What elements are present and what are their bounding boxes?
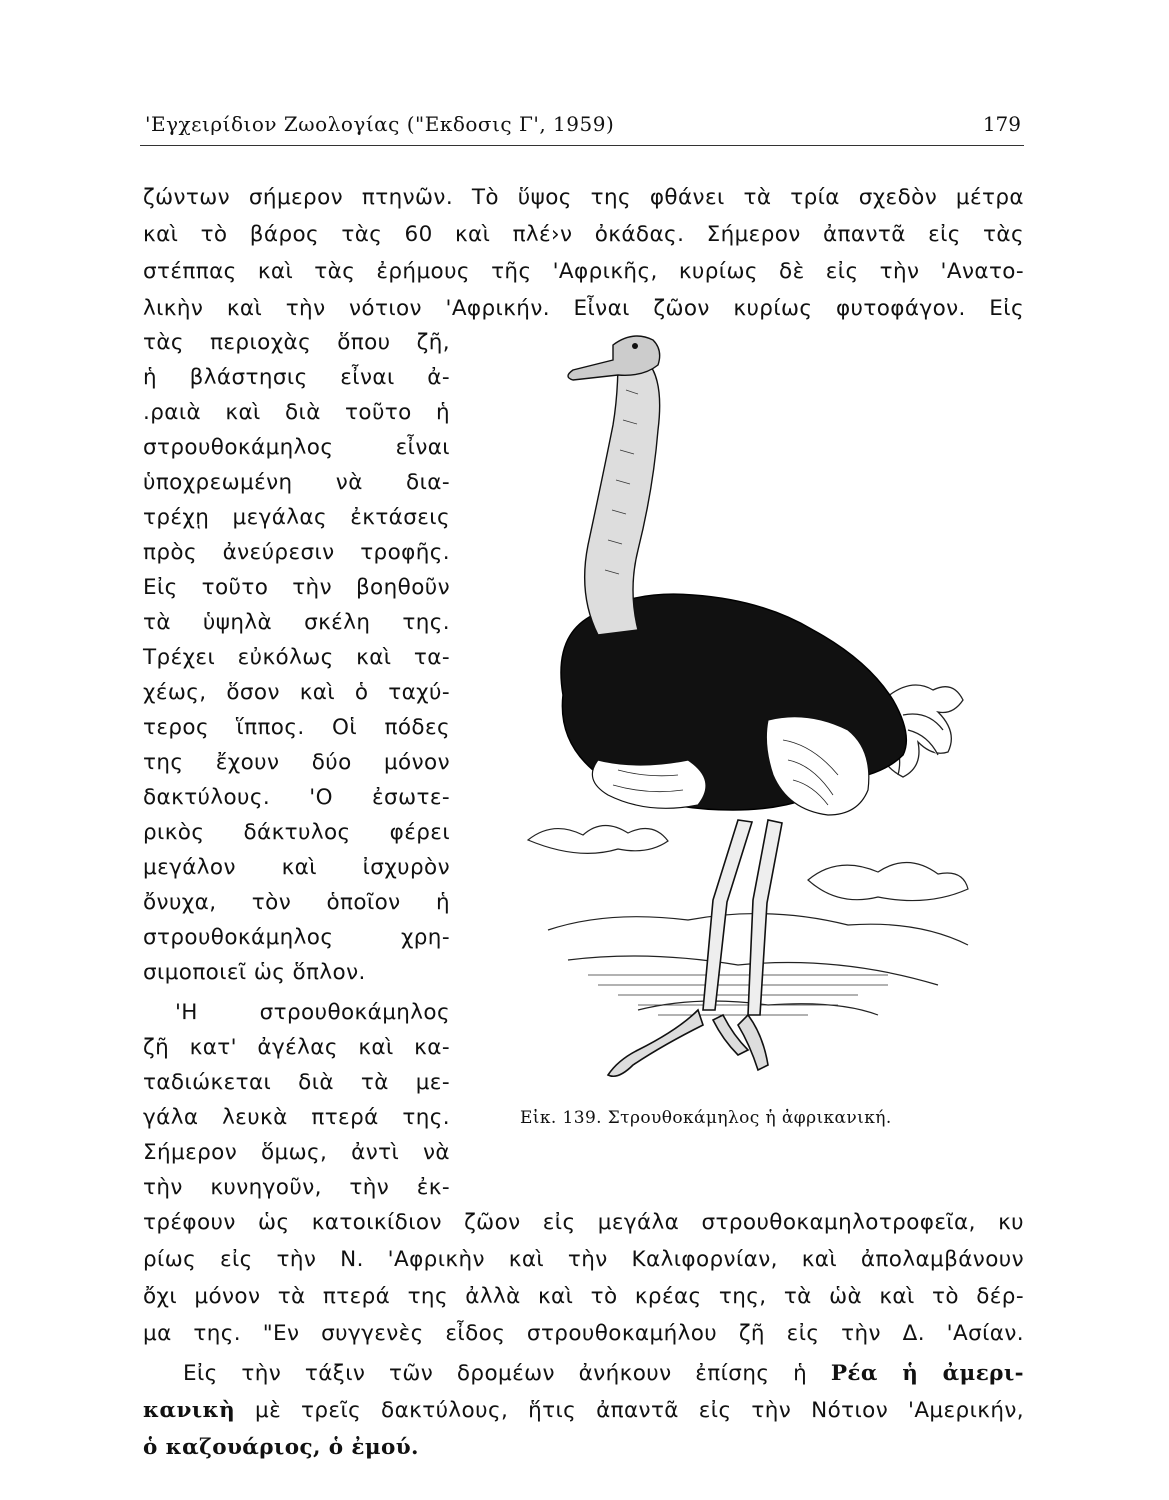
- text-line: της ἔχουν δύο μόνον: [143, 750, 450, 775]
- text-run: μὲ τρεῖς δακτύλους, ἥτις ἀπαντᾶ εἰς τὴν Νότιον 'Αμερικήν,: [235, 1398, 1024, 1423]
- ostrich-illustration: [508, 320, 1018, 1100]
- page-number: 179: [982, 112, 1021, 136]
- bold-term: ὁ καζουάριος, ὁ ἐμού.: [143, 1435, 419, 1460]
- running-header-title: 'Εγχειρίδιον Ζωολογίας ("Εκδοσις Γ', 1959): [145, 112, 615, 136]
- text-line: στρουθοκάμηλος εἶναι: [143, 435, 450, 460]
- text-line: 'Η στρουθοκάμηλος: [175, 1000, 450, 1025]
- text-line: ταδιώκεται διὰ τὰ με-: [143, 1070, 450, 1095]
- text-line: τὴν κυνηγοῦν, τὴν ἐκ-: [143, 1175, 450, 1200]
- text-line: πρὸς ἀνεύρεσιν τροφῆς.: [143, 540, 450, 565]
- text-line: τερος ἵππος. Οἱ πόδες: [143, 715, 450, 740]
- text-line: .ραιὰ καὶ διὰ τοῦτο ἡ: [143, 400, 450, 425]
- text-line: καὶ τὸ βάρος τὰς 60 καὶ πλέ›ν ὀκάδας. Σήμερον ἀπαντᾶ εἰς τὰς: [143, 222, 1024, 247]
- text-line: στέππας καὶ τὰς ἐρήμους τῆς 'Αφρικῆς, κυρίως δὲ εἰς τὴν 'Ανατο-: [143, 259, 1024, 284]
- bold-term: κανικὴ: [143, 1398, 236, 1423]
- text-line: Εἰς τοῦτο τὴν βοηθοῦν: [143, 575, 450, 600]
- text-line: τρέφουν ὡς κατοικίδιον ζῶον εἰς μεγάλα στρουθοκαμηλοτροφεῖα, κυ: [143, 1210, 1024, 1235]
- text-line: τὰ ὑψηλὰ σκέλη της.: [143, 610, 450, 635]
- figure-caption: Εἰκ. 139. Στρουθοκάμηλος ἡ ἀφρικανική.: [520, 1108, 892, 1128]
- text-line: χέως, ὅσον καὶ ὁ ταχύ-: [143, 680, 450, 705]
- text-line: Σήμερον ὅμως, ἀντὶ νὰ: [143, 1140, 450, 1165]
- text-line: τὰς περιοχὰς ὅπου ζῆ,: [143, 330, 450, 355]
- text-line: ρίως εἰς τὴν Ν. 'Αφρικὴν καὶ τὴν Καλιφορνίαν, καὶ ἀπολαμβάνουν: [143, 1247, 1024, 1272]
- text-line: ὑποχρεωμένη νὰ δια-: [143, 470, 450, 495]
- text-line: [183, 1356, 1024, 1392]
- text-line: ὄνυχα, τὸν ὁποῖον ἡ: [143, 890, 450, 915]
- text-line: ἡ βλάστησις εἶναι ἀ-: [143, 365, 450, 390]
- text-line: μεγάλον καὶ ἰσχυρὸν: [143, 855, 450, 880]
- text-line: ζῆ κατ' ἀγέλας καὶ κα-: [143, 1035, 450, 1060]
- text-line: τρέχῃ μεγάλας ἐκτάσεις: [143, 505, 450, 530]
- text-line: Τρέχει εὐκόλως καὶ τα-: [143, 645, 450, 670]
- text-line: στρουθοκάμηλος χρη-: [143, 925, 450, 950]
- text-line: ὄχι μόνον τὰ πτερά της ἀλλὰ καὶ τὸ κρέας της, τὰ ὡὰ καὶ τὸ δέρ-: [143, 1284, 1024, 1309]
- bold-term: Ρέα ἡ ἀμερι-: [830, 1361, 1024, 1386]
- text-line: ρικὸς δάκτυλος φέρει: [143, 820, 450, 845]
- header-rule: [140, 145, 1024, 146]
- text-run: Εἰς τὴν τάξιν τῶν δρομέων ἀνήκουν ἐπίσης ἡ: [183, 1361, 831, 1386]
- text-line: γάλα λευκὰ πτερά της.: [143, 1105, 450, 1130]
- text-line: ζώντων σήμερον πτηνῶν. Τὸ ὕψος της φθάνει τὰ τρία σχεδὸν μέτρα: [143, 185, 1024, 210]
- text-line: σιμοποιεῖ ὡς ὅπλον.: [143, 960, 366, 985]
- text-line: μα της. "Εν συγγενὲς εἶδος στρουθοκαμήλου ζῆ εἰς τὴν Δ. 'Ασίαν.: [143, 1321, 1024, 1346]
- text-line: [143, 1393, 1024, 1429]
- text-line: δακτύλους. 'Ο ἐσωτε-: [143, 785, 450, 810]
- text-line: λικὴν καὶ τὴν νότιον 'Αφρικήν. Εἶναι ζῶον κυρίως φυτοφάγον. Εἰς: [143, 296, 1024, 321]
